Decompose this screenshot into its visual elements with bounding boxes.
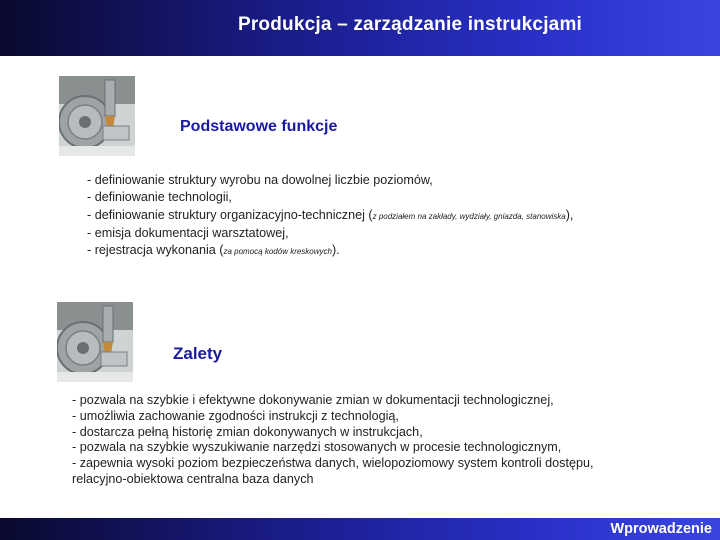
page-title: Produkcja – zarządzanie instrukcjami xyxy=(237,14,583,35)
list-item: - pozwala na szybkie i efektywne dokonywanie zmian w dokumentacji technologicznej, xyxy=(72,393,554,407)
list-item: - definiowanie technologii, xyxy=(87,190,232,205)
list-item: - umożliwia zachowanie zgodności instrukcji z technologią, xyxy=(72,408,399,423)
list-item: relacyjno-obiektowa centralna baza danych xyxy=(72,471,314,486)
list-item-note: za pomocą kodów kreskowych xyxy=(223,247,332,257)
list-item: - emisja dokumentacji warsztatowej, xyxy=(87,225,289,240)
lathe-machine-image xyxy=(59,76,135,156)
list-item: - rejestracja wykonania (za pomocą kodów kreskowych). xyxy=(87,243,340,258)
functions-list xyxy=(87,172,573,260)
list-item: - definiowanie struktury wyrobu na dowolnej liczbie poziomów, xyxy=(87,173,433,187)
list-item-note: z podziałem na zakłady, wydziały, gniazda, stanowiska xyxy=(372,211,566,221)
list-item: - dostarcza pełną historię zmian dokonywanych w instrukcjach, xyxy=(72,424,423,439)
section-heading-functions: Podstawowe funkcje xyxy=(180,118,338,135)
section-heading-advantages: Zalety xyxy=(173,344,223,363)
lathe-machine-image xyxy=(57,302,133,382)
list-item: - pozwala na szybkie wyszukiwanie narzędzi stosowanych w procesie technologicznym, xyxy=(72,440,562,455)
list-item: - definiowanie struktury organizacyjno-technicznej (z podziałem na zakłady, wydziały, gniazda, stanowiska), xyxy=(87,207,574,222)
list-item: - zapewnia wysoki poziom bezpieczeństwa danych, wielopoziomowy system kontroli dostępu, xyxy=(72,456,594,471)
intro-nav-button[interactable]: Wprowadzenie xyxy=(610,521,712,537)
advantages-list xyxy=(72,393,594,488)
